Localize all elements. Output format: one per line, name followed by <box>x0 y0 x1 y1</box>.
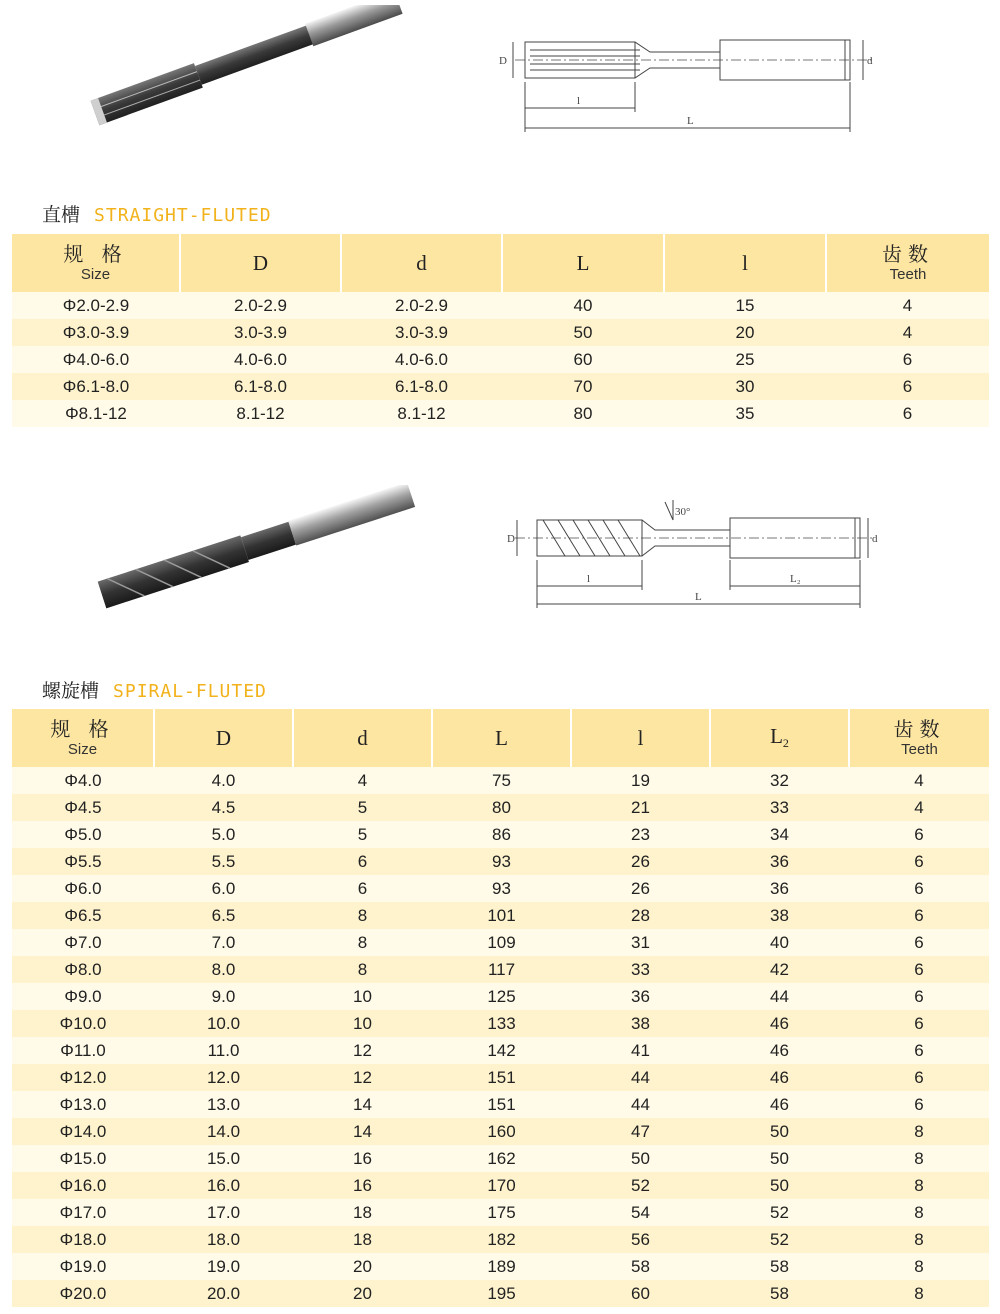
col-size: 规 格 Size <box>12 709 154 767</box>
cell-teeth: 8 <box>849 1280 989 1307</box>
cell-teeth: 4 <box>849 767 989 794</box>
cell-d: 18 <box>293 1199 432 1226</box>
cell-l: 28 <box>571 902 710 929</box>
cell-teeth: 8 <box>849 1145 989 1172</box>
table-row <box>12 1199 989 1226</box>
cell-L: 93 <box>432 848 571 875</box>
cell-D: 8.1-12 <box>180 400 341 427</box>
col-L: L <box>502 234 664 292</box>
col-D: D <box>154 709 293 767</box>
cell-size: Φ19.0 <box>12 1253 154 1280</box>
cell-L2: 52 <box>710 1226 849 1253</box>
cell-d: 10 <box>293 1010 432 1037</box>
cell-L: 93 <box>432 875 571 902</box>
cell-L: 142 <box>432 1037 571 1064</box>
cell-d: 14 <box>293 1118 432 1145</box>
cell-teeth: 6 <box>849 902 989 929</box>
cell-teeth: 6 <box>849 1010 989 1037</box>
cell-teeth: 6 <box>849 1037 989 1064</box>
col-d: d <box>293 709 432 767</box>
cell-size: Φ13.0 <box>12 1091 154 1118</box>
table-row <box>12 292 989 319</box>
cell-teeth: 6 <box>849 1064 989 1091</box>
cell-D: 4.5 <box>154 794 293 821</box>
cell-L2: 32 <box>710 767 849 794</box>
table-row <box>12 1091 989 1118</box>
cell-l: 47 <box>571 1118 710 1145</box>
table-row <box>12 902 989 929</box>
cell-l: 30 <box>664 373 826 400</box>
cell-l: 52 <box>571 1172 710 1199</box>
label-D: D <box>499 55 507 67</box>
cell-l: 44 <box>571 1064 710 1091</box>
cell-D: 5.0 <box>154 821 293 848</box>
cell-l: 33 <box>571 956 710 983</box>
cell-l: 25 <box>664 346 826 373</box>
cell-teeth: 4 <box>826 319 989 346</box>
col-teeth: 齿数 Teeth <box>826 234 989 292</box>
cell-L: 101 <box>432 902 571 929</box>
cell-size: Φ12.0 <box>12 1064 154 1091</box>
table-row <box>12 1172 989 1199</box>
cell-L: 133 <box>432 1010 571 1037</box>
spiral-spec-table <box>12 709 989 1307</box>
cell-teeth: 8 <box>849 1253 989 1280</box>
cell-L: 80 <box>432 794 571 821</box>
cell-D: 10.0 <box>154 1010 293 1037</box>
cell-size: Φ2.0-2.9 <box>12 292 180 319</box>
col-size: 规 格 Size <box>12 234 180 292</box>
cell-size: Φ4.5 <box>12 794 154 821</box>
cell-d: 10 <box>293 983 432 1010</box>
table-row <box>12 1253 989 1280</box>
cell-teeth: 4 <box>849 794 989 821</box>
cell-L2: 38 <box>710 902 849 929</box>
cell-L2: 34 <box>710 821 849 848</box>
cell-l: 56 <box>571 1226 710 1253</box>
spiral-section-title <box>42 676 267 703</box>
cell-l: 26 <box>571 875 710 902</box>
cell-L2: 36 <box>710 848 849 875</box>
cell-size: Φ17.0 <box>12 1199 154 1226</box>
cell-D: 2.0-2.9 <box>180 292 341 319</box>
cell-D: 15.0 <box>154 1145 293 1172</box>
cell-L2: 50 <box>710 1118 849 1145</box>
cell-d: 20 <box>293 1280 432 1307</box>
cell-size: Φ10.0 <box>12 1010 154 1037</box>
cell-l: 58 <box>571 1253 710 1280</box>
cell-L2: 50 <box>710 1172 849 1199</box>
cell-L2: 36 <box>710 875 849 902</box>
cell-L: 40 <box>502 292 664 319</box>
cell-size: Φ5.5 <box>12 848 154 875</box>
cell-size: Φ3.0-3.9 <box>12 319 180 346</box>
col-L: L <box>432 709 571 767</box>
cell-teeth: 8 <box>849 1199 989 1226</box>
spiral-title-en: SPIRAL-FLUTED <box>113 681 267 702</box>
table-row <box>12 1226 989 1253</box>
cell-size: Φ9.0 <box>12 983 154 1010</box>
cell-teeth: 8 <box>849 1172 989 1199</box>
cell-D: 13.0 <box>154 1091 293 1118</box>
cell-size: Φ6.5 <box>12 902 154 929</box>
cell-d: 6.1-8.0 <box>341 373 502 400</box>
table-row <box>12 319 989 346</box>
table-row <box>12 767 989 794</box>
label-D: D <box>507 533 515 545</box>
table-row <box>12 373 989 400</box>
label-angle: 30° <box>675 506 691 518</box>
cell-teeth: 6 <box>849 875 989 902</box>
label-d: d <box>867 55 873 67</box>
cell-L2: 46 <box>710 1064 849 1091</box>
cell-teeth: 6 <box>826 373 989 400</box>
straight-title-zh: 直槽 <box>42 204 81 226</box>
col-D: D <box>180 234 341 292</box>
cell-size: Φ20.0 <box>12 1280 154 1307</box>
cell-D: 6.0 <box>154 875 293 902</box>
cell-L: 50 <box>502 319 664 346</box>
table-header-row <box>12 709 989 767</box>
cell-teeth: 8 <box>849 1226 989 1253</box>
cell-d: 3.0-3.9 <box>341 319 502 346</box>
cell-L2: 33 <box>710 794 849 821</box>
cell-D: 6.5 <box>154 902 293 929</box>
cell-size: Φ6.0 <box>12 875 154 902</box>
table-row <box>12 794 989 821</box>
cell-d: 8.1-12 <box>341 400 502 427</box>
cell-d: 6 <box>293 848 432 875</box>
cell-D: 4.0 <box>154 767 293 794</box>
cell-D: 14.0 <box>154 1118 293 1145</box>
cell-D: 19.0 <box>154 1253 293 1280</box>
table-row <box>12 1145 989 1172</box>
cell-L2: 42 <box>710 956 849 983</box>
cell-l: 44 <box>571 1091 710 1118</box>
cell-d: 6 <box>293 875 432 902</box>
cell-l: 23 <box>571 821 710 848</box>
cell-l: 31 <box>571 929 710 956</box>
table-row <box>12 929 989 956</box>
cell-size: Φ4.0 <box>12 767 154 794</box>
cell-l: 20 <box>664 319 826 346</box>
cell-L2: 52 <box>710 1199 849 1226</box>
cell-L: 170 <box>432 1172 571 1199</box>
cell-d: 20 <box>293 1253 432 1280</box>
table-row <box>12 956 989 983</box>
cell-d: 4.0-6.0 <box>341 346 502 373</box>
cell-L2: 58 <box>710 1253 849 1280</box>
table-row <box>12 1280 989 1307</box>
label-L2: L₂ <box>790 573 801 585</box>
cell-L2: 40 <box>710 929 849 956</box>
spiral-reamer-drawing <box>495 490 895 615</box>
cell-L: 151 <box>432 1064 571 1091</box>
cell-d: 2.0-2.9 <box>341 292 502 319</box>
straight-spec-table <box>12 234 989 427</box>
table-row <box>12 848 989 875</box>
cell-L2: 50 <box>710 1145 849 1172</box>
cell-d: 16 <box>293 1145 432 1172</box>
cell-D: 6.1-8.0 <box>180 373 341 400</box>
straight-title-en: STRAIGHT-FLUTED <box>94 205 272 226</box>
cell-L2: 46 <box>710 1010 849 1037</box>
cell-l: 38 <box>571 1010 710 1037</box>
cell-D: 3.0-3.9 <box>180 319 341 346</box>
cell-size: Φ7.0 <box>12 929 154 956</box>
cell-l: 35 <box>664 400 826 427</box>
cell-d: 16 <box>293 1172 432 1199</box>
straight-reamer-photo <box>85 5 425 135</box>
cell-L2: 46 <box>710 1091 849 1118</box>
cell-teeth: 6 <box>849 848 989 875</box>
cell-size: Φ15.0 <box>12 1145 154 1172</box>
cell-teeth: 6 <box>849 821 989 848</box>
cell-D: 7.0 <box>154 929 293 956</box>
col-L2: $L_2$ <box>710 709 849 767</box>
cell-L: 182 <box>432 1226 571 1253</box>
cell-D: 12.0 <box>154 1064 293 1091</box>
cell-l: 50 <box>571 1145 710 1172</box>
cell-d: 12 <box>293 1037 432 1064</box>
cell-teeth: 6 <box>826 400 989 427</box>
table-row <box>12 983 989 1010</box>
cell-d: 8 <box>293 902 432 929</box>
cell-d: 8 <box>293 956 432 983</box>
cell-size: Φ8.1-12 <box>12 400 180 427</box>
cell-L: 117 <box>432 956 571 983</box>
cell-D: 17.0 <box>154 1199 293 1226</box>
cell-teeth: 6 <box>849 1091 989 1118</box>
label-L: L <box>695 591 702 603</box>
cell-L: 162 <box>432 1145 571 1172</box>
straight-section-title <box>42 200 272 227</box>
table-row <box>12 1118 989 1145</box>
cell-L: 60 <box>502 346 664 373</box>
cell-size: Φ4.0-6.0 <box>12 346 180 373</box>
cell-D: 16.0 <box>154 1172 293 1199</box>
label-d: d <box>872 533 878 545</box>
cell-L: 125 <box>432 983 571 1010</box>
col-d: d <box>341 234 502 292</box>
cell-size: Φ14.0 <box>12 1118 154 1145</box>
cell-d: 14 <box>293 1091 432 1118</box>
cell-D: 20.0 <box>154 1280 293 1307</box>
cell-L2: 46 <box>710 1037 849 1064</box>
cell-size: Φ6.1-8.0 <box>12 373 180 400</box>
cell-teeth: 6 <box>849 929 989 956</box>
table-row <box>12 1010 989 1037</box>
table-row <box>12 1037 989 1064</box>
cell-L: 189 <box>432 1253 571 1280</box>
cell-L: 175 <box>432 1199 571 1226</box>
cell-d: 4 <box>293 767 432 794</box>
cell-L: 109 <box>432 929 571 956</box>
cell-size: Φ11.0 <box>12 1037 154 1064</box>
cell-d: 12 <box>293 1064 432 1091</box>
cell-d: 5 <box>293 821 432 848</box>
table-row <box>12 400 989 427</box>
spiral-reamer-photo <box>90 485 440 615</box>
label-L: L <box>687 115 694 127</box>
straight-reamer-drawing <box>495 30 895 140</box>
cell-l: 41 <box>571 1037 710 1064</box>
table-row <box>12 1064 989 1091</box>
cell-size: Φ5.0 <box>12 821 154 848</box>
col-l: l <box>571 709 710 767</box>
cell-l: 54 <box>571 1199 710 1226</box>
cell-l: 21 <box>571 794 710 821</box>
spiral-title-zh: 螺旋槽 <box>42 680 100 702</box>
cell-D: 8.0 <box>154 956 293 983</box>
cell-l: 36 <box>571 983 710 1010</box>
cell-size: Φ16.0 <box>12 1172 154 1199</box>
label-l: l <box>577 95 581 107</box>
table-row <box>12 346 989 373</box>
cell-teeth: 8 <box>849 1118 989 1145</box>
table-row <box>12 821 989 848</box>
cell-teeth: 6 <box>849 956 989 983</box>
table-row <box>12 875 989 902</box>
cell-L2: 44 <box>710 983 849 1010</box>
cell-size: Φ18.0 <box>12 1226 154 1253</box>
cell-d: 18 <box>293 1226 432 1253</box>
cell-D: 4.0-6.0 <box>180 346 341 373</box>
cell-teeth: 6 <box>849 983 989 1010</box>
cell-l: 26 <box>571 848 710 875</box>
cell-d: 8 <box>293 929 432 956</box>
cell-L: 151 <box>432 1091 571 1118</box>
cell-d: 5 <box>293 794 432 821</box>
cell-l: 19 <box>571 767 710 794</box>
cell-teeth: 4 <box>826 292 989 319</box>
cell-l: 60 <box>571 1280 710 1307</box>
col-teeth: 齿数 Teeth <box>849 709 989 767</box>
cell-L: 160 <box>432 1118 571 1145</box>
cell-L: 195 <box>432 1280 571 1307</box>
cell-D: 11.0 <box>154 1037 293 1064</box>
col-l: l <box>664 234 826 292</box>
cell-L: 80 <box>502 400 664 427</box>
cell-L2: 58 <box>710 1280 849 1307</box>
cell-L: 86 <box>432 821 571 848</box>
cell-D: 9.0 <box>154 983 293 1010</box>
label-l: l <box>587 573 591 585</box>
cell-L: 75 <box>432 767 571 794</box>
cell-l: 15 <box>664 292 826 319</box>
cell-L: 70 <box>502 373 664 400</box>
cell-teeth: 6 <box>826 346 989 373</box>
cell-size: Φ8.0 <box>12 956 154 983</box>
cell-D: 5.5 <box>154 848 293 875</box>
table-header-row <box>12 234 989 292</box>
cell-D: 18.0 <box>154 1226 293 1253</box>
